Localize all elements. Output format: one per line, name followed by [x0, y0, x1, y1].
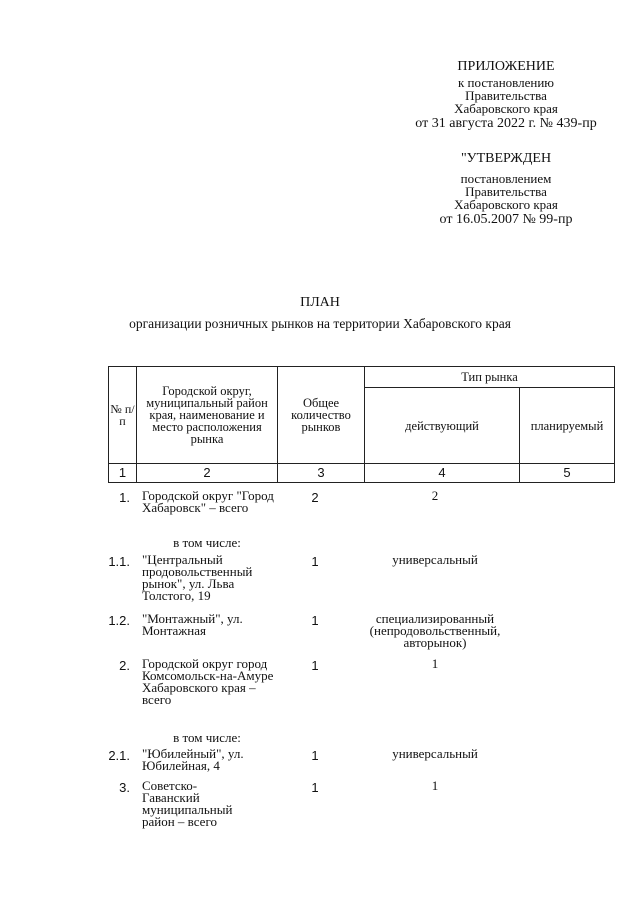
col-number-5: 5 [520, 464, 615, 483]
col-number-1: 1 [109, 464, 137, 483]
row-name: Советско-Гаванский муниципальный район – всего [142, 778, 233, 829]
appendix-line-3: Хабаровского края [454, 101, 558, 116]
row-subhead: в том числе: [173, 730, 241, 745]
header-active: действующий [365, 388, 520, 464]
row-active: 2 [431, 488, 439, 503]
header-num: № п/п [109, 367, 137, 464]
row-num: 1.2. [108, 613, 130, 628]
row-num: 3. [119, 780, 130, 795]
row-active: универсальный [392, 746, 478, 761]
row-total: 1 [311, 748, 319, 763]
row-name: "Центральный продовольственный рынок", ул. Льва Толстого, 19 [142, 552, 253, 603]
row-total: 1 [311, 658, 319, 673]
row-num: 1.1. [108, 554, 130, 569]
row-active: 1 [431, 778, 439, 793]
approved-block [416, 150, 596, 229]
approved-title: "УТВЕРЖДЕН [460, 151, 552, 166]
header-total: Общее количество рынков [278, 367, 365, 464]
row-active: универсальный [392, 552, 478, 567]
column-number-row [109, 464, 615, 483]
row-total: 1 [311, 554, 319, 569]
col-number-2: 2 [137, 464, 278, 483]
plan-header-table [108, 366, 615, 483]
approved-line-3: Хабаровского края [454, 197, 558, 212]
row-total: 1 [311, 780, 319, 795]
row-name: "Монтажный", ул. Монтажная [142, 611, 243, 638]
row-active: специализированный (непродовольственный, авторынок) [369, 611, 501, 650]
row-name: Городской округ город Комсомольск-на-Амуре Хабаровского края – всего [142, 656, 274, 707]
approved-line-1: постановлением [460, 171, 552, 186]
approved-date: от 16.05.2007 № 99-пр [439, 212, 573, 227]
plan-subtitle: организации розничных рынков на территории Хабаровского края [129, 316, 511, 331]
appendix-title: ПРИЛОЖЕНИЕ [457, 59, 555, 74]
approved-line-2: Правительства [465, 184, 547, 199]
row-num: 1. [119, 490, 130, 505]
row-name: Городской округ "Город Хабаровск" – всего [142, 488, 274, 515]
row-total: 1 [311, 613, 319, 628]
row-num: 2. [119, 658, 130, 673]
header-planned: планируемый [520, 388, 615, 464]
col-number-4: 4 [365, 464, 520, 483]
header-type: Тип рынка [365, 367, 615, 388]
header-district: Городской округ, муниципальный район края, наименование и место расположения рынка [137, 367, 278, 464]
row-num: 2.1. [108, 748, 130, 763]
appendix-line-1: к постановлению [457, 75, 555, 90]
row-name: "Юбилейный", ул. Юбилейная, 4 [142, 746, 244, 773]
row-subhead: в том числе: [173, 535, 241, 550]
row-total: 2 [311, 490, 319, 505]
plan-title: ПЛАН [300, 295, 340, 310]
appendix-line-2: Правительства [465, 88, 547, 103]
col-number-3: 3 [278, 464, 365, 483]
row-active: 1 [431, 656, 439, 671]
appendix-block [396, 58, 616, 133]
appendix-date: от 31 августа 2022 г. № 439-пр [415, 116, 597, 131]
